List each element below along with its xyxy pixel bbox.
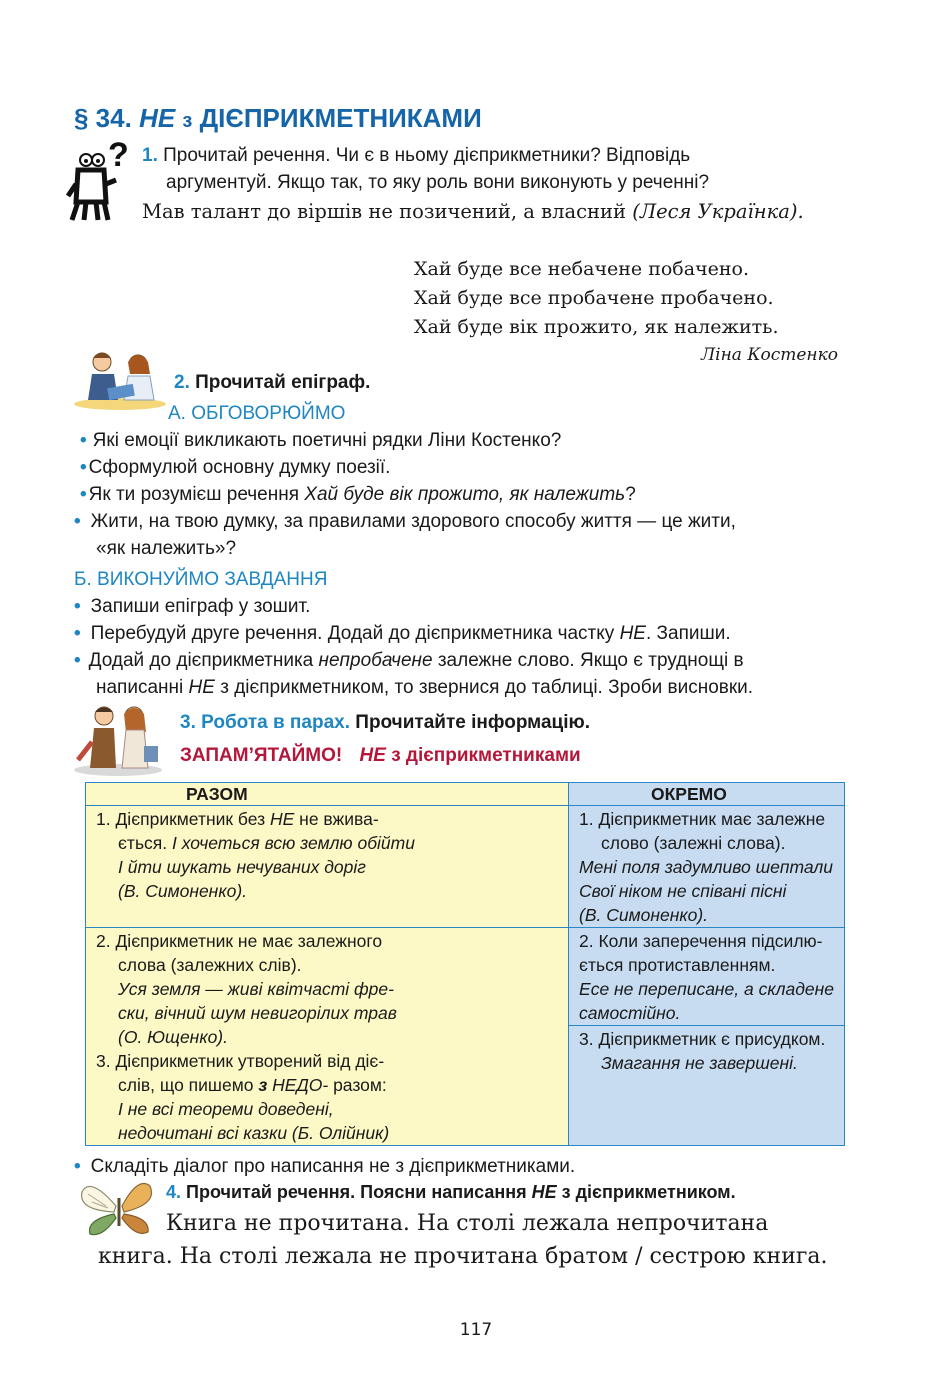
question-figure-icon: [64, 140, 132, 222]
bullet-icon: •: [74, 1156, 81, 1177]
remember-heading: ЗАПАМ’ЯТАЙМО! НЕ з дієприкметниками: [180, 745, 581, 766]
list-item-a3: • Як ти розумієш речення Хай буде вік прожито, як належить?: [80, 484, 636, 505]
list-item-a4-cont: «як належить»?: [96, 538, 237, 559]
section-a-heading: А. ОБГОВОРЮЙМО: [168, 403, 346, 424]
section-b-heading: Б. ВИКОНУЙМО ЗАВДАННЯ: [74, 569, 328, 590]
table-cell-separate-3: 3. Дієприкметник є присудком. Змагання не завершені.: [569, 1026, 845, 1146]
bullet-icon: •: [74, 650, 81, 671]
section-title: [74, 103, 482, 134]
task2-number: 2.: [174, 372, 190, 393]
table-cell-together-2: 2. Дієприкметник не має залежного слова (залежних слів). Уся земля — живі квітчасті фре- ски, вічний шум невигорілих трав (О. Ющенко). 3. Дієприкметник утворений від діє- слів, що пишемо з НЕДО- разом: І не всі теореми доведені, недочитані всі казки (Б. Олійник): [86, 928, 569, 1146]
column-header-together: РАЗОМ: [86, 783, 569, 806]
table-cell-separate-2: 2. Коли заперечення підсилю- ється протиставленням. Есе не переписане, а складене самостійно.: [569, 928, 845, 1026]
title-rest: ДІЄПРИКМЕТНИКАМИ: [199, 103, 482, 133]
rules-table: [85, 782, 845, 1146]
title-ne: НЕ: [139, 103, 176, 133]
epigraph-line-1: Хай буде все небачене побачено.: [414, 258, 750, 280]
task1-sentence: Мав талант до віршів не позичений, а власний (Леся Українка).: [142, 200, 804, 223]
bullet-icon: •: [80, 484, 87, 505]
task4-heading: 4. Прочитай речення. Поясни написання НЕ з дієприкметником.: [166, 1182, 736, 1202]
list-item-b3-cont: написанні НЕ з дієприкметником, то звернися до таблиці. Зроби висновки.: [96, 677, 754, 698]
column-header-separate: ОКРЕМО: [569, 783, 845, 806]
butterfly-icon: [76, 1176, 162, 1240]
task3-number: 3.: [180, 712, 196, 733]
title-z: з: [182, 110, 193, 132]
task4-text-line2: книга. На столі лежала не прочитана братом / сестрою книга.: [98, 1244, 828, 1269]
epigraph-line-2: Хай буде все пробачене пробачено.: [414, 287, 774, 309]
task1-line1: 1. Прочитай речення. Чи є в ньому дієприкметники? Відповідь: [142, 145, 691, 166]
table-cell-together-1: 1. Дієприкметник без НЕ не вжива- ється. І хочеться всю землю обійти І йти шукать нечуваних доріг (В. Симоненко).: [86, 806, 569, 928]
task3-heading: 3. Робота в парах. Прочитайте інформацію.: [180, 712, 591, 733]
bullet-icon: •: [80, 430, 87, 451]
task2-heading: 2. Прочитай епіграф.: [174, 372, 371, 393]
list-item-b1: • Запиши епіграф у зошит.: [74, 596, 311, 617]
svg-text:?: ?: [108, 140, 129, 174]
list-item-a2: • Сформулюй основну думку поезії.: [80, 457, 391, 478]
bullet-icon: •: [74, 511, 81, 532]
list-item-b3: • Додай до дієприкметника непробачене залежне слово. Якщо є труднощі в: [74, 650, 744, 671]
list-item-b2: • Перебудуй друге речення. Додай до дієприкметника частку НЕ. Запиши.: [74, 623, 731, 644]
epigraph-author: Ліна Костенко: [700, 345, 838, 365]
table-cell-separate-1: 1. Дієприкметник має залежне слово (залежні слова). Мені поля задумливо шептали Свої ніком не співані пісні (В. Симоненко).: [569, 806, 845, 928]
bullet-icon: •: [74, 623, 81, 644]
task4-text-line1: Книга не прочитана. На столі лежала непрочитана: [166, 1211, 769, 1236]
list-item-dialog: • Складіть діалог про написання не з дієприкметниками.: [74, 1156, 576, 1177]
list-item-a4: • Жити, на твою думку, за правилами здорового способу життя — це жити,: [74, 511, 736, 532]
epigraph-line-3: Хай буде вік прожито, як належить.: [414, 316, 779, 338]
task4-number: 4.: [166, 1182, 182, 1202]
list-item-a1: • Які емоції викликають поетичні рядки Ліни Костенко?: [80, 430, 562, 451]
bullet-icon: •: [80, 457, 87, 478]
pair-work-people-icon: [70, 702, 166, 776]
discussion-people-icon: [72, 348, 168, 410]
section-number: § 34.: [74, 103, 132, 133]
task1-number: 1.: [142, 145, 158, 166]
page-number: 117: [459, 1320, 493, 1340]
bullet-icon: •: [74, 596, 81, 617]
task1-line2: аргументуй. Якщо так, то яку роль вони виконують у реченні?: [166, 172, 710, 193]
